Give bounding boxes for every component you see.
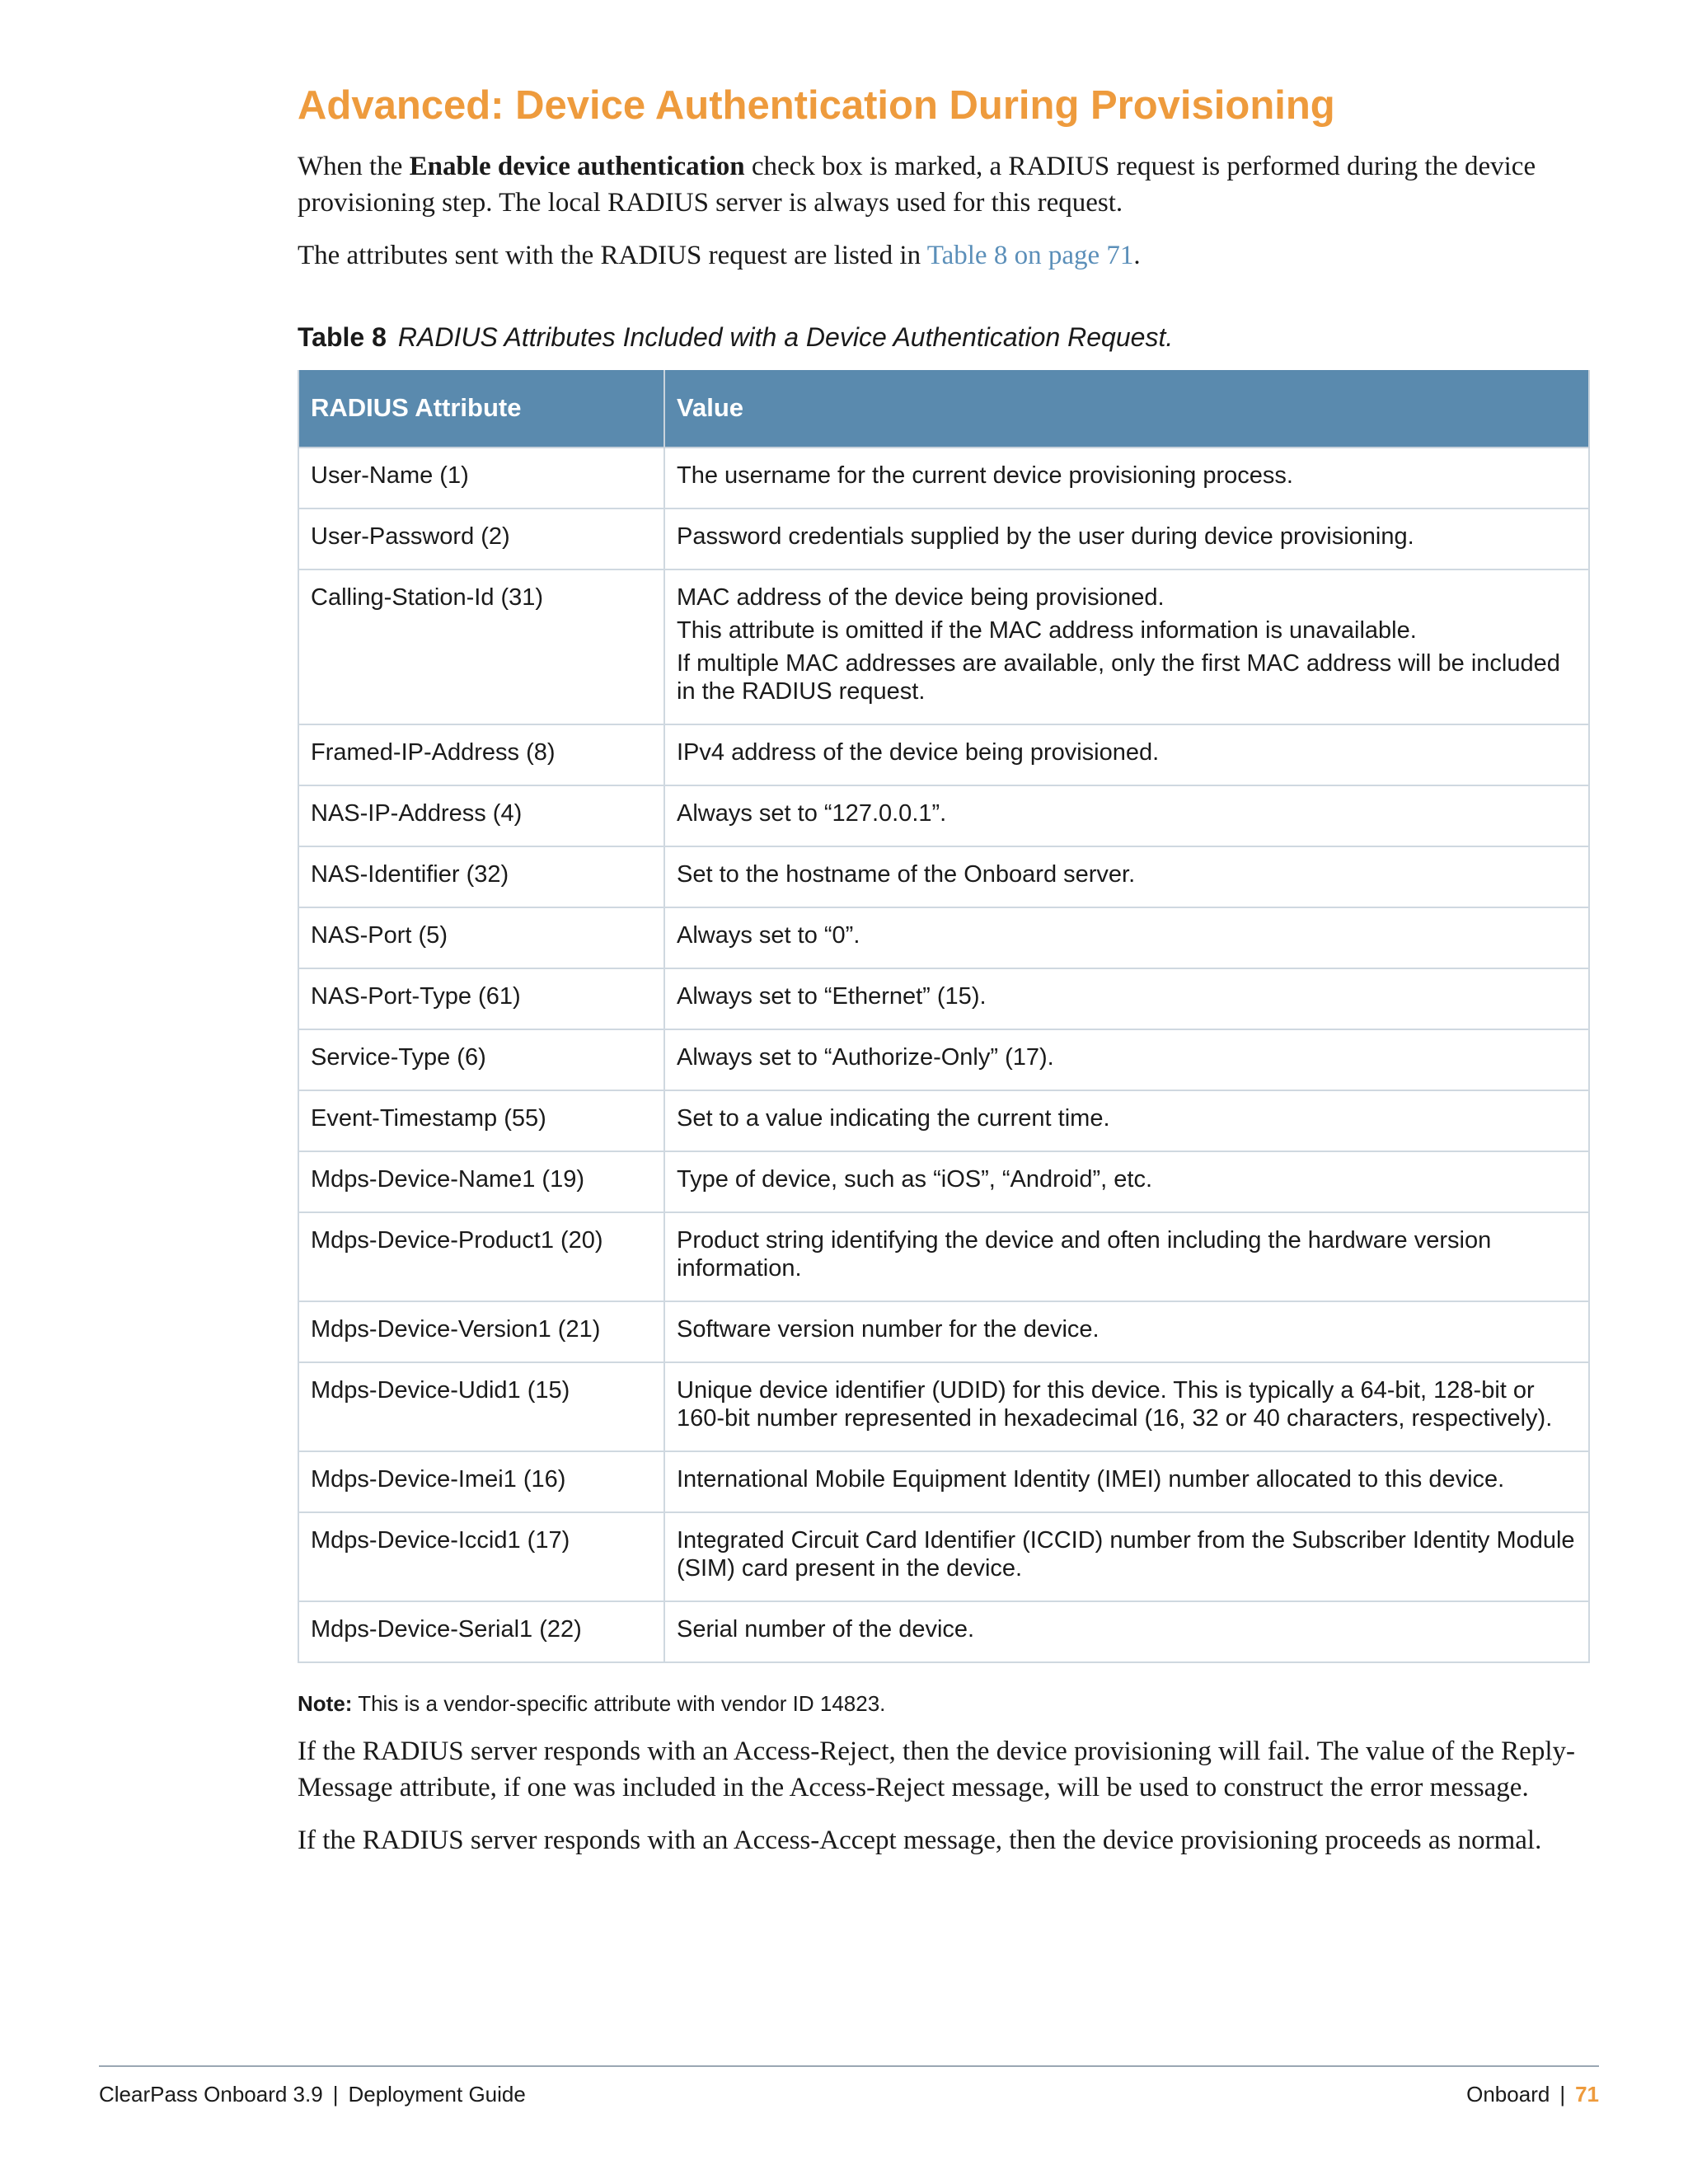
value-cell <box>664 785 1589 846</box>
table-title: RADIUS Attributes Included with a Device Authentication Request. <box>397 322 1174 353</box>
value-line: Always set to “Ethernet” (15). <box>677 982 987 1010</box>
page-number: 71 <box>1575 2082 1599 2107</box>
table-row <box>298 724 1589 785</box>
table-row <box>298 1301 1589 1362</box>
attribute-cell: Mdps-Device-Iccid1 (17) <box>298 1512 664 1601</box>
value-line: Product string identifying the device and often including the hardware version information. <box>677 1226 1492 1282</box>
footer-right <box>1466 2082 1599 2107</box>
value-cell <box>664 968 1589 1029</box>
value-cell <box>664 1090 1589 1151</box>
attribute-cell: Calling-Station-Id (31) <box>298 569 664 724</box>
table-row <box>298 1212 1589 1301</box>
table-row <box>298 968 1589 1029</box>
value-line: International Mobile Equipment Identity (IMEI) number allocated to this device. <box>677 1465 1505 1493</box>
value-line: Integrated Circuit Card Identifier (ICCID) number from the Subscriber Identity Module (SIM) card present in the device. <box>677 1526 1575 1582</box>
reference-period: . <box>1133 241 1141 271</box>
footer-doc-title: Deployment Guide <box>348 2082 526 2107</box>
value-cell <box>664 448 1589 509</box>
value-line: Always set to “0”. <box>677 921 860 949</box>
attribute-cell: Mdps-Device-Udid1 (15) <box>298 1362 664 1451</box>
attribute-cell: Framed-IP-Address (8) <box>298 724 664 785</box>
table-cross-reference-link[interactable]: Table 8 on page 71 <box>926 241 1134 271</box>
intro-paragraph <box>298 148 1590 221</box>
footer-chapter: Onboard <box>1466 2082 1550 2107</box>
value-line: Unique device identifier (UDID) for this device. This is typically a 64-bit, 128-bit or 160-bit number represented in hexadecimal (16, 32 or 40 characters, respectively). <box>677 1376 1553 1432</box>
value-cell <box>664 1151 1589 1212</box>
access-accept-paragraph: If the RADIUS server responds with an Access-Accept message, then the device provisioning proceeds as normal. <box>298 1825 1542 1855</box>
value-cell <box>664 1451 1589 1512</box>
table-row <box>298 1151 1589 1212</box>
intro-text-start: When the <box>298 152 410 182</box>
value-line: MAC address of the device being provisioned. <box>677 583 1165 611</box>
ui-option-name: Enable device authentication <box>409 152 745 182</box>
table-row <box>298 907 1589 968</box>
attribute-cell: User-Password (2) <box>298 509 664 569</box>
table-row <box>298 448 1589 509</box>
value-line: If multiple MAC addresses are available, only the first MAC address will be included in the RADIUS request. <box>677 649 1560 705</box>
vendor-note <box>298 1691 1590 1717</box>
attribute-cell: Mdps-Device-Serial1 (22) <box>298 1601 664 1662</box>
attribute-cell: User-Name (1) <box>298 448 664 509</box>
intro-text-end: check box is marked, a RADIUS request is performed during the device provisioning step. The local RADIUS server is always used for this request. <box>298 152 1536 218</box>
value-line: Always set to “Authorize-Only” (17). <box>677 1043 1054 1071</box>
table-row <box>298 509 1589 569</box>
table-row <box>298 846 1589 907</box>
value-cell <box>664 509 1589 569</box>
value-cell <box>664 1212 1589 1301</box>
attribute-cell: NAS-Identifier (32) <box>298 846 664 907</box>
footer-left <box>99 2082 526 2107</box>
value-line: Always set to “127.0.0.1”. <box>677 799 947 827</box>
access-reject-paragraph: If the RADIUS server responds with an Access-Reject, then the device provisioning will fail. The value of the Reply-Message attribute, if one was included in the Access-Reject message, will be used to construct the error message. <box>298 1736 1575 1802</box>
value-cell <box>664 846 1589 907</box>
attribute-cell: Service-Type (6) <box>298 1029 664 1090</box>
attribute-cell: NAS-Port-Type (61) <box>298 968 664 1029</box>
header-radius-attribute: RADIUS Attribute <box>298 370 664 448</box>
page-content <box>298 82 1590 1875</box>
value-line: Serial number of the device. <box>677 1615 975 1643</box>
table-row <box>298 1451 1589 1512</box>
value-cell <box>664 1512 1589 1601</box>
value-cell <box>664 1029 1589 1090</box>
table-number: Table 8 <box>298 322 387 353</box>
value-cell <box>664 907 1589 968</box>
attribute-cell: Mdps-Device-Product1 (20) <box>298 1212 664 1301</box>
table-body <box>298 448 1589 1662</box>
radius-attributes-table <box>298 370 1590 1663</box>
table-row <box>298 1029 1589 1090</box>
value-line: IPv4 address of the device being provisioned. <box>677 738 1160 766</box>
value-line: Password credentials supplied by the user during device provisioning. <box>677 523 1414 550</box>
section-title: Advanced: Device Authentication During Provisioning <box>298 83 1335 128</box>
value-line: This attribute is omitted if the MAC address information is unavailable. <box>677 616 1417 644</box>
table-row <box>298 1512 1589 1601</box>
footer-separator-right: | <box>1559 2082 1566 2107</box>
value-cell <box>664 724 1589 785</box>
table-row <box>298 785 1589 846</box>
value-cell <box>664 1362 1589 1451</box>
table-reference-paragraph <box>298 237 1590 274</box>
attribute-cell: NAS-Port (5) <box>298 907 664 968</box>
table-caption <box>298 321 1590 353</box>
reference-text: The attributes sent with the RADIUS request are listed in <box>298 241 927 271</box>
value-cell <box>664 569 1589 724</box>
attribute-cell: Event-Timestamp (55) <box>298 1090 664 1151</box>
table-row <box>298 1601 1589 1662</box>
attribute-cell: Mdps-Device-Version1 (21) <box>298 1301 664 1362</box>
value-line: Set to a value indicating the current time. <box>677 1104 1110 1132</box>
table-row <box>298 1362 1589 1451</box>
value-line: Set to the hostname of the Onboard server. <box>677 860 1136 888</box>
attribute-cell: NAS-IP-Address (4) <box>298 785 664 846</box>
value-cell <box>664 1601 1589 1662</box>
attribute-cell: Mdps-Device-Imei1 (16) <box>298 1451 664 1512</box>
value-line: Type of device, such as “iOS”, “Android”, etc. <box>677 1165 1153 1193</box>
note-label: Note: <box>298 1690 353 1716</box>
value-line: The username for the current device provisioning process. <box>677 462 1293 489</box>
attribute-cell: Mdps-Device-Name1 (19) <box>298 1151 664 1212</box>
footer-product: ClearPass Onboard 3.9 <box>99 2082 323 2107</box>
footer-separator: | <box>332 2082 339 2107</box>
value-cell <box>664 1301 1589 1362</box>
table-header-row <box>298 370 1589 448</box>
value-line: Software version number for the device. <box>677 1315 1100 1343</box>
table-row <box>298 569 1589 724</box>
table-row <box>298 1090 1589 1151</box>
note-text: This is a vendor-specific attribute with vendor ID 14823. <box>352 1690 886 1716</box>
header-value: Value <box>664 370 1589 448</box>
footer-divider <box>99 2065 1599 2067</box>
